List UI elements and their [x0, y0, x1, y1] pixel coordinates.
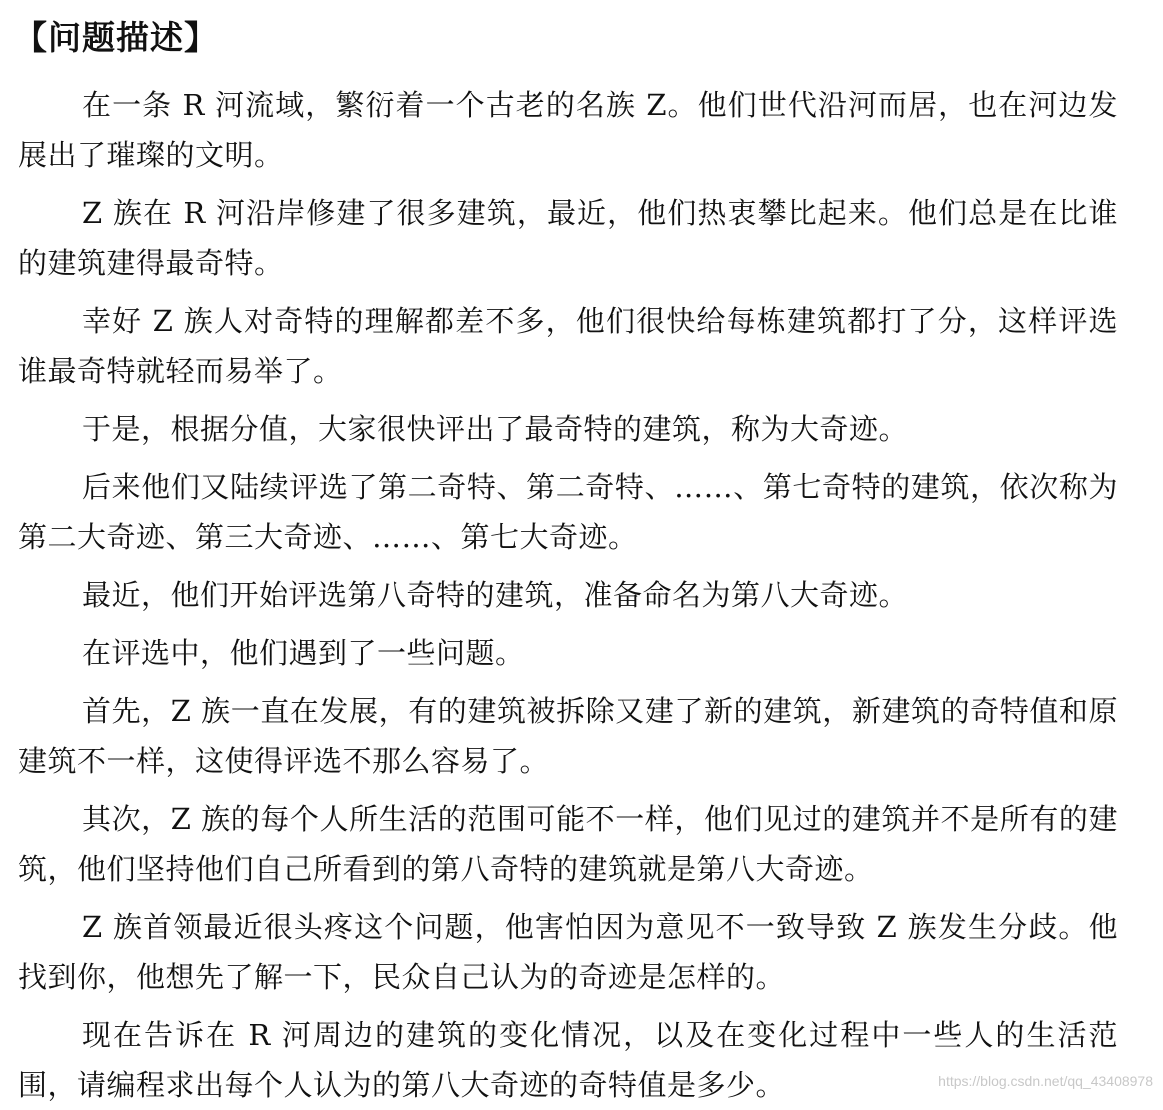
paragraph-intro: 在一条 R 河流域，繁衍着一个古老的名族 Z。他们世代沿河而居，也在河边发展出了璀璨的文明。	[18, 88, 1118, 172]
paragraph-first-issue: 首先，Z 族一直在发展，有的建筑被拆除又建了新的建筑，新建筑的奇特值和原建筑不一样，这使得评选不那么容易了。	[18, 694, 1118, 778]
paragraph-first-wonder: 于是，根据分值，大家很快评出了最奇特的建筑，称为大奇迹。	[82, 412, 909, 446]
paragraph-eighth-wonder: 最近，他们开始评选第八奇特的建筑，准备命名为第八大奇迹。	[82, 578, 909, 612]
paragraph-later-wonders: 后来他们又陆续评选了第二奇特、第二奇特、……、第七奇特的建筑，依次称为第二大奇迹、第三大奇迹、……、第七大奇迹。	[18, 470, 1118, 554]
paragraph-leader: Z 族首领最近很头疼这个问题，他害怕因为意见不一致导致 Z 族发生分歧。他找到你，他想先了解一下，民众自己认为的奇迹是怎样的。	[18, 910, 1118, 994]
paragraph-second-issue: 其次，Z 族的每个人所生活的范围可能不一样，他们见过的建筑并不是所有的建筑，他们坚持他们自己所看到的第八奇特的建筑就是第八大奇迹。	[18, 802, 1118, 886]
paragraph-problems: 在评选中，他们遇到了一些问题。	[82, 636, 525, 670]
paragraph-scoring: 幸好 Z 族人对奇特的理解都差不多，他们很快给每栋建筑都打了分，这样评选谁最奇特就轻而易举了。	[18, 304, 1118, 388]
section-title: 【问题描述】	[14, 18, 218, 57]
watermark-url: https://blog.csdn.net/qq_43408978	[938, 1073, 1153, 1089]
paragraph-task: 现在告诉在 R 河周边的建筑的变化情况，以及在变化过程中一些人的生活范围，请编程求出每个人认为的第八大奇迹的奇特值是多少。	[18, 1018, 1118, 1102]
problem-document	[14, 0, 1118, 1110]
paragraph-buildings: Z 族在 R 河沿岸修建了很多建筑，最近，他们热衷攀比起来。他们总是在比谁的建筑建得最奇特。	[18, 196, 1118, 280]
